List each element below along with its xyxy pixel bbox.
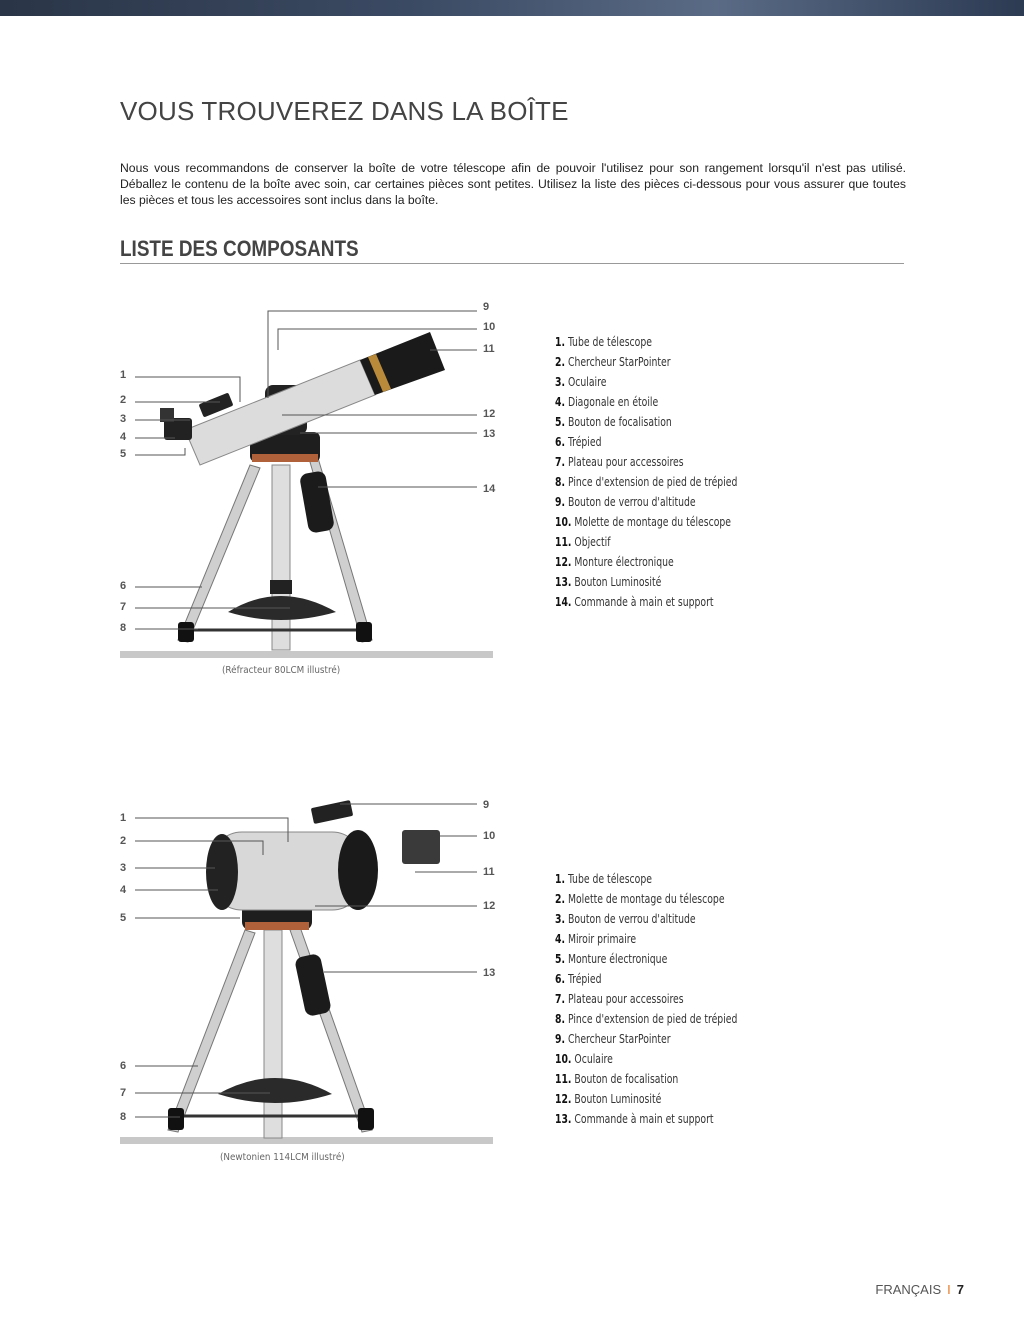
list-item: 5. Monture électronique: [555, 952, 668, 966]
list-item: 2. Chercheur StarPointer: [555, 355, 671, 369]
callout-4: 4: [120, 431, 127, 443]
callout-12: 12: [483, 408, 496, 420]
callout-3: 3: [120, 413, 127, 425]
refractor-parts-list: [555, 332, 767, 612]
callout-14: 14: [483, 483, 496, 495]
list-item: 14. Commande à main et support: [555, 595, 714, 609]
callout-5: 5: [120, 912, 127, 924]
list-item: 1. Tube de télescope: [555, 872, 652, 886]
list-item: 11. Objectif: [555, 535, 611, 549]
list-item: 1. Tube de télescope: [555, 335, 652, 349]
list-item: 12. Bouton Luminosité: [555, 1092, 662, 1106]
callout-13: 13: [483, 967, 496, 979]
callout-8: 8: [120, 622, 127, 634]
page-footer: [875, 1282, 964, 1297]
list-item: 4. Diagonale en étoile: [555, 395, 659, 409]
list-item: 9. Bouton de verrou d'altitude: [555, 495, 696, 509]
callout-4: 4: [120, 884, 127, 896]
intro-paragraph: Nous vous recommandons de conserver la boîte de votre télescope afin de pouvoir l'utilisez pour son rangement lorsqu'il n'est pas utilisé. Déballez le contenu de la boîte avec soin, car certaines pièces sont petites. Utilisez la liste des pièces ci-dessous pour vous assurer que toutes les pièces et tous les accessoires sont inclus dans la boîte.: [120, 161, 906, 207]
callout-2: 2: [120, 394, 127, 406]
callout-12: 12: [483, 900, 496, 912]
page-title: VOUS TROUVEREZ DANS LA BOÎTE: [120, 96, 569, 126]
list-item: 8. Pince d'extension de pied de trépied: [555, 475, 738, 489]
list-item: 9. Chercheur StarPointer: [555, 1032, 671, 1046]
newtonian-callout-lines: [100, 790, 520, 1150]
list-item: 7. Plateau pour accessoires: [555, 992, 684, 1006]
footer-language: FRANÇAIS: [875, 1282, 942, 1297]
list-item: 13. Commande à main et support: [555, 1112, 714, 1126]
newtonian-caption: (Newtonien 114LCM illustré): [220, 1152, 345, 1163]
callout-7: 7: [120, 601, 127, 613]
footer-separator: I: [947, 1282, 951, 1297]
list-item: 10. Oculaire: [555, 1052, 613, 1066]
callout-8: 8: [120, 1111, 127, 1123]
callout-2: 2: [120, 835, 127, 847]
list-item: 3. Oculaire: [555, 375, 607, 389]
newtonian-parts-list: [555, 869, 767, 1129]
list-item: 7. Plateau pour accessoires: [555, 455, 684, 469]
list-item: 10. Molette de montage du télescope: [555, 515, 731, 529]
list-item: 12. Monture électronique: [555, 555, 674, 569]
list-item: 13. Bouton Luminosité: [555, 575, 662, 589]
refractor-caption: (Réfracteur 80LCM illustré): [222, 665, 341, 676]
callout-11: 11: [483, 343, 495, 355]
callout-5: 5: [120, 448, 127, 460]
list-item: 2. Molette de montage du télescope: [555, 892, 725, 906]
callout-1: 1: [120, 369, 127, 381]
callout-13: 13: [483, 428, 496, 440]
list-item: 6. Trépied: [555, 972, 602, 986]
list-item: 3. Bouton de verrou d'altitude: [555, 912, 696, 926]
callout-10: 10: [483, 830, 496, 842]
top-banner: [0, 0, 1024, 16]
callout-9: 9: [483, 301, 490, 313]
callout-11: 11: [483, 866, 495, 878]
refractor-callout-lines: [100, 290, 520, 670]
callout-10: 10: [483, 321, 496, 333]
section-heading: [120, 236, 904, 264]
callout-6: 6: [120, 580, 127, 592]
callout-7: 7: [120, 1087, 127, 1099]
callout-9: 9: [483, 799, 490, 811]
list-item: 5. Bouton de focalisation: [555, 415, 672, 429]
page-number: 7: [956, 1282, 964, 1297]
list-item: 4. Miroir primaire: [555, 932, 637, 946]
list-item: 11. Bouton de focalisation: [555, 1072, 679, 1086]
callout-1: 1: [120, 812, 127, 824]
section-heading-text: LISTE DES COMPOSANTS: [120, 236, 359, 261]
callout-3: 3: [120, 862, 127, 874]
list-item: 8. Pince d'extension de pied de trépied: [555, 1012, 738, 1026]
callout-6: 6: [120, 1060, 127, 1072]
list-item: 6. Trépied: [555, 435, 602, 449]
